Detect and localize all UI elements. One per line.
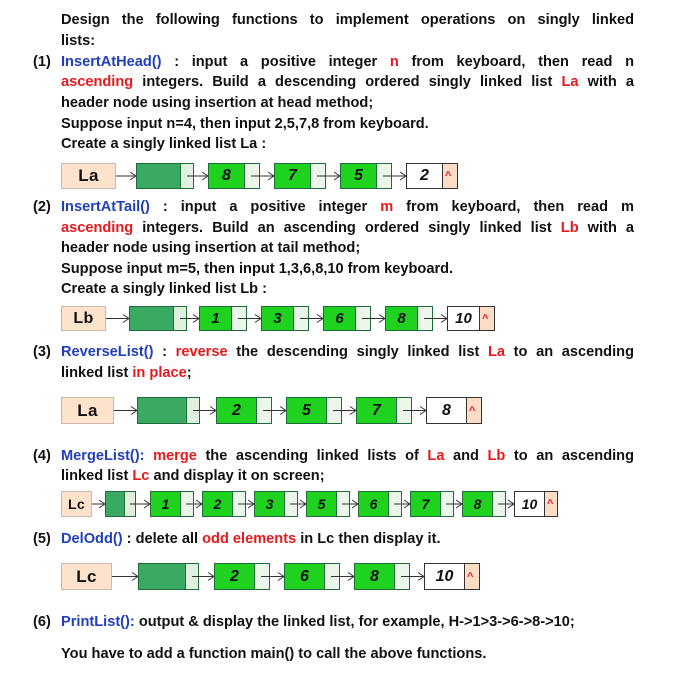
node-value: 8 bbox=[209, 164, 245, 188]
node-null-pointer bbox=[545, 492, 557, 516]
intro-line-2: lists: bbox=[61, 33, 96, 49]
node-value: 5 bbox=[287, 398, 327, 423]
node-next-pointer bbox=[356, 307, 370, 330]
q6-number: (6) bbox=[33, 614, 51, 630]
list-node bbox=[208, 163, 260, 189]
node-value: 2 bbox=[215, 564, 255, 589]
node-null-pointer bbox=[480, 307, 494, 330]
node-null-pointer bbox=[465, 564, 479, 589]
node-value: 3 bbox=[255, 492, 285, 516]
null-marker: ^ bbox=[445, 169, 452, 182]
node-value: 10 bbox=[515, 492, 545, 516]
node-value: 7 bbox=[411, 492, 441, 516]
q5-line-1: DelOdd() : delete all odd elements in Lc then display it. bbox=[61, 531, 441, 547]
node-value: 2 bbox=[407, 164, 443, 188]
head-arrow bbox=[116, 172, 136, 180]
node-next-pointer bbox=[327, 398, 341, 423]
header-pointer bbox=[186, 397, 200, 424]
node-value: 8 bbox=[427, 398, 467, 423]
node-next-pointer bbox=[181, 492, 193, 516]
q3-number: (3) bbox=[33, 344, 51, 360]
node-value: 2 bbox=[203, 492, 233, 516]
list-node bbox=[202, 491, 246, 517]
node-value: 8 bbox=[386, 307, 418, 330]
q3-line-2: linked list in place; bbox=[61, 365, 192, 381]
node-value: 10 bbox=[425, 564, 465, 589]
q2-line-2: ascending integers. Build an ascending ordered singly linked list Lb with a bbox=[61, 220, 635, 236]
header-pointer bbox=[124, 491, 136, 517]
q3-line-1: ReverseList() : reverse the descending singly linked list La to an ascending bbox=[61, 344, 634, 360]
node-next-pointer bbox=[397, 398, 411, 423]
list-node bbox=[356, 397, 412, 424]
node-value: 5 bbox=[307, 492, 337, 516]
head-arrow bbox=[114, 407, 137, 415]
q1-line-4: Suppose input n=4, then input 2,5,7,8 from keyboard. bbox=[61, 116, 429, 132]
q2-line-4: Suppose input m=5, then input 1,3,6,8,10 from keyboard. bbox=[61, 261, 454, 277]
list-node bbox=[462, 491, 506, 517]
q1-line-2: ascending integers. Build a descending ordered singly linked list La with a bbox=[61, 74, 635, 90]
header-node bbox=[138, 563, 186, 590]
q2-line-1: InsertAtTail() : input a positive integer m from keyboard, then read m bbox=[61, 199, 634, 215]
node-value: 2 bbox=[217, 398, 257, 423]
node-value: 5 bbox=[341, 164, 377, 188]
node-value: 1 bbox=[200, 307, 232, 330]
node-next-pointer bbox=[294, 307, 308, 330]
node-next-pointer bbox=[418, 307, 432, 330]
q1-line-5: Create a singly linked list La : bbox=[61, 136, 267, 152]
head-arrow bbox=[92, 500, 105, 508]
header-node bbox=[136, 163, 181, 189]
list-node bbox=[424, 563, 480, 590]
header-node bbox=[137, 397, 187, 424]
q4-line-1: MergeList(): merge the ascending linked lists of La and Lb to an ascending bbox=[61, 448, 634, 464]
q1-var: n bbox=[389, 54, 399, 70]
node-value: 6 bbox=[324, 307, 356, 330]
head-arrow bbox=[112, 573, 138, 581]
q4-number: (4) bbox=[33, 448, 51, 464]
node-next-pointer bbox=[245, 164, 259, 188]
null-marker: ^ bbox=[467, 570, 474, 583]
list-node bbox=[447, 306, 495, 331]
list-node bbox=[406, 163, 458, 189]
q5-number: (5) bbox=[33, 531, 51, 547]
node-next-pointer bbox=[325, 564, 339, 589]
q2-line-5: Create a singly linked list Lb : bbox=[61, 281, 267, 297]
list-node bbox=[214, 563, 270, 590]
list-node bbox=[254, 491, 298, 517]
q4-line-2: linked list Lc and display it on screen; bbox=[61, 468, 325, 484]
list-node bbox=[426, 397, 482, 424]
node-value: 6 bbox=[285, 564, 325, 589]
list-node bbox=[199, 306, 247, 331]
list-label: La bbox=[61, 397, 114, 424]
q1-line-1: InsertAtHead() : input a positive integer n from keyboard, then read n bbox=[61, 54, 634, 70]
header-pointer bbox=[185, 563, 199, 590]
node-next-pointer bbox=[441, 492, 453, 516]
list-node bbox=[216, 397, 272, 424]
node-value: 8 bbox=[463, 492, 493, 516]
node-next-pointer bbox=[232, 307, 246, 330]
head-arrow bbox=[106, 315, 129, 323]
list-node bbox=[354, 563, 410, 590]
list-node bbox=[150, 491, 194, 517]
node-next-pointer bbox=[233, 492, 245, 516]
list-label: Lc bbox=[61, 563, 112, 590]
footer-note: You have to add a function main() to call the above functions. bbox=[61, 646, 487, 662]
node-next-pointer bbox=[493, 492, 505, 516]
header-pointer bbox=[180, 163, 194, 189]
q1-number: (1) bbox=[33, 54, 51, 70]
q5-function-name: DelOdd() bbox=[61, 531, 123, 547]
q1-function-name: InsertAtHead() bbox=[61, 54, 162, 70]
list-label: Lc bbox=[61, 491, 92, 517]
list-node bbox=[514, 491, 558, 517]
header-node bbox=[105, 491, 125, 517]
q2-number: (2) bbox=[33, 199, 51, 215]
null-marker: ^ bbox=[469, 404, 476, 417]
q6-line-1: PrintList(): output & display the linked list, for example, H->1>3->6->8->10; bbox=[61, 614, 575, 630]
header-pointer bbox=[173, 306, 187, 331]
node-next-pointer bbox=[389, 492, 401, 516]
list-node bbox=[323, 306, 371, 331]
node-null-pointer bbox=[467, 398, 481, 423]
node-value: 3 bbox=[262, 307, 294, 330]
intro-line-1: Design the following functions to implement operations on singly linked bbox=[61, 12, 634, 28]
node-value: 8 bbox=[355, 564, 395, 589]
node-next-pointer bbox=[377, 164, 391, 188]
list-node bbox=[306, 491, 350, 517]
list-node bbox=[274, 163, 326, 189]
q4-function-name: MergeList(): bbox=[61, 448, 145, 464]
list-node bbox=[286, 397, 342, 424]
node-value: 6 bbox=[359, 492, 389, 516]
list-node bbox=[284, 563, 340, 590]
node-next-pointer bbox=[285, 492, 297, 516]
q2-line-3: header node using insertion at tail method; bbox=[61, 240, 361, 256]
node-next-pointer bbox=[257, 398, 271, 423]
list-node bbox=[385, 306, 433, 331]
node-value: 10 bbox=[448, 307, 480, 330]
null-marker: ^ bbox=[482, 312, 489, 325]
node-next-pointer bbox=[255, 564, 269, 589]
node-next-pointer bbox=[395, 564, 409, 589]
q2-function-name: InsertAtTail() bbox=[61, 199, 150, 215]
header-node bbox=[129, 306, 174, 331]
list-node bbox=[261, 306, 309, 331]
list-label: La bbox=[61, 163, 116, 189]
node-next-pointer bbox=[337, 492, 349, 516]
list-node bbox=[340, 163, 392, 189]
list-node bbox=[358, 491, 402, 517]
null-marker: ^ bbox=[547, 497, 554, 510]
node-null-pointer bbox=[443, 164, 457, 188]
node-value: 1 bbox=[151, 492, 181, 516]
node-next-pointer bbox=[311, 164, 325, 188]
q6-function-name: PrintList(): bbox=[61, 614, 135, 630]
list-label: Lb bbox=[61, 306, 106, 331]
node-value: 7 bbox=[357, 398, 397, 423]
node-value: 7 bbox=[275, 164, 311, 188]
list-node bbox=[410, 491, 454, 517]
q1-line-3: header node using insertion at head method; bbox=[61, 95, 374, 111]
q3-function-name: ReverseList() bbox=[61, 344, 154, 360]
